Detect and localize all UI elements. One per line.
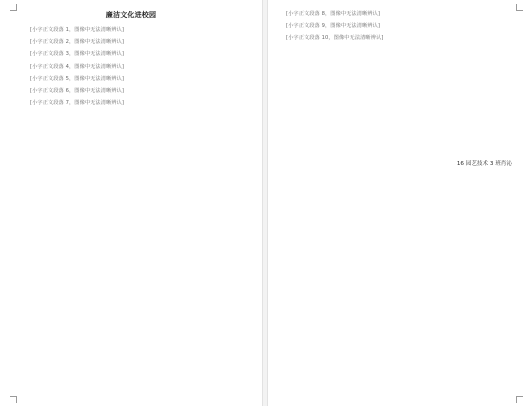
body-paragraph: [小字正文段落 7，图像中无法清晰辨认] (30, 100, 124, 107)
body-paragraph: [小字正文段落 2，图像中无法清晰辨认] (30, 39, 124, 46)
page-corner-mark (10, 4, 17, 11)
page-corner-mark (516, 4, 523, 11)
body-paragraph: [小字正文段落 9，图像中无法清晰辨认] (286, 23, 380, 30)
left-page (0, 0, 262, 406)
page-corner-mark (516, 396, 523, 403)
author-signature: 16 园艺技术 3 班肖沁 (456, 161, 512, 167)
document-title: 廉洁文化进校园 (105, 11, 157, 19)
left-page-body (20, 26, 248, 111)
body-paragraph: [小字正文段落 5，图像中无法清晰辨认] (30, 75, 124, 82)
body-paragraph: [小字正文段落 1，图像中无法清晰辨认] (30, 27, 124, 33)
body-paragraph: [小字正文段落 6，图像中无法清晰辨认] (30, 88, 124, 95)
body-paragraph: [小字正文段落 8，图像中无法清晰辨认] (286, 11, 380, 17)
body-paragraph: [小字正文段落 10，图像中无法清晰辨认] (286, 35, 384, 42)
body-paragraph: [小字正文段落 3，图像中无法清晰辨认] (30, 51, 124, 58)
page-corner-mark (10, 396, 17, 403)
right-page (268, 0, 532, 406)
body-paragraph: [小字正文段落 4，图像中无法清晰辨认] (30, 63, 124, 70)
right-page-body (276, 10, 512, 47)
